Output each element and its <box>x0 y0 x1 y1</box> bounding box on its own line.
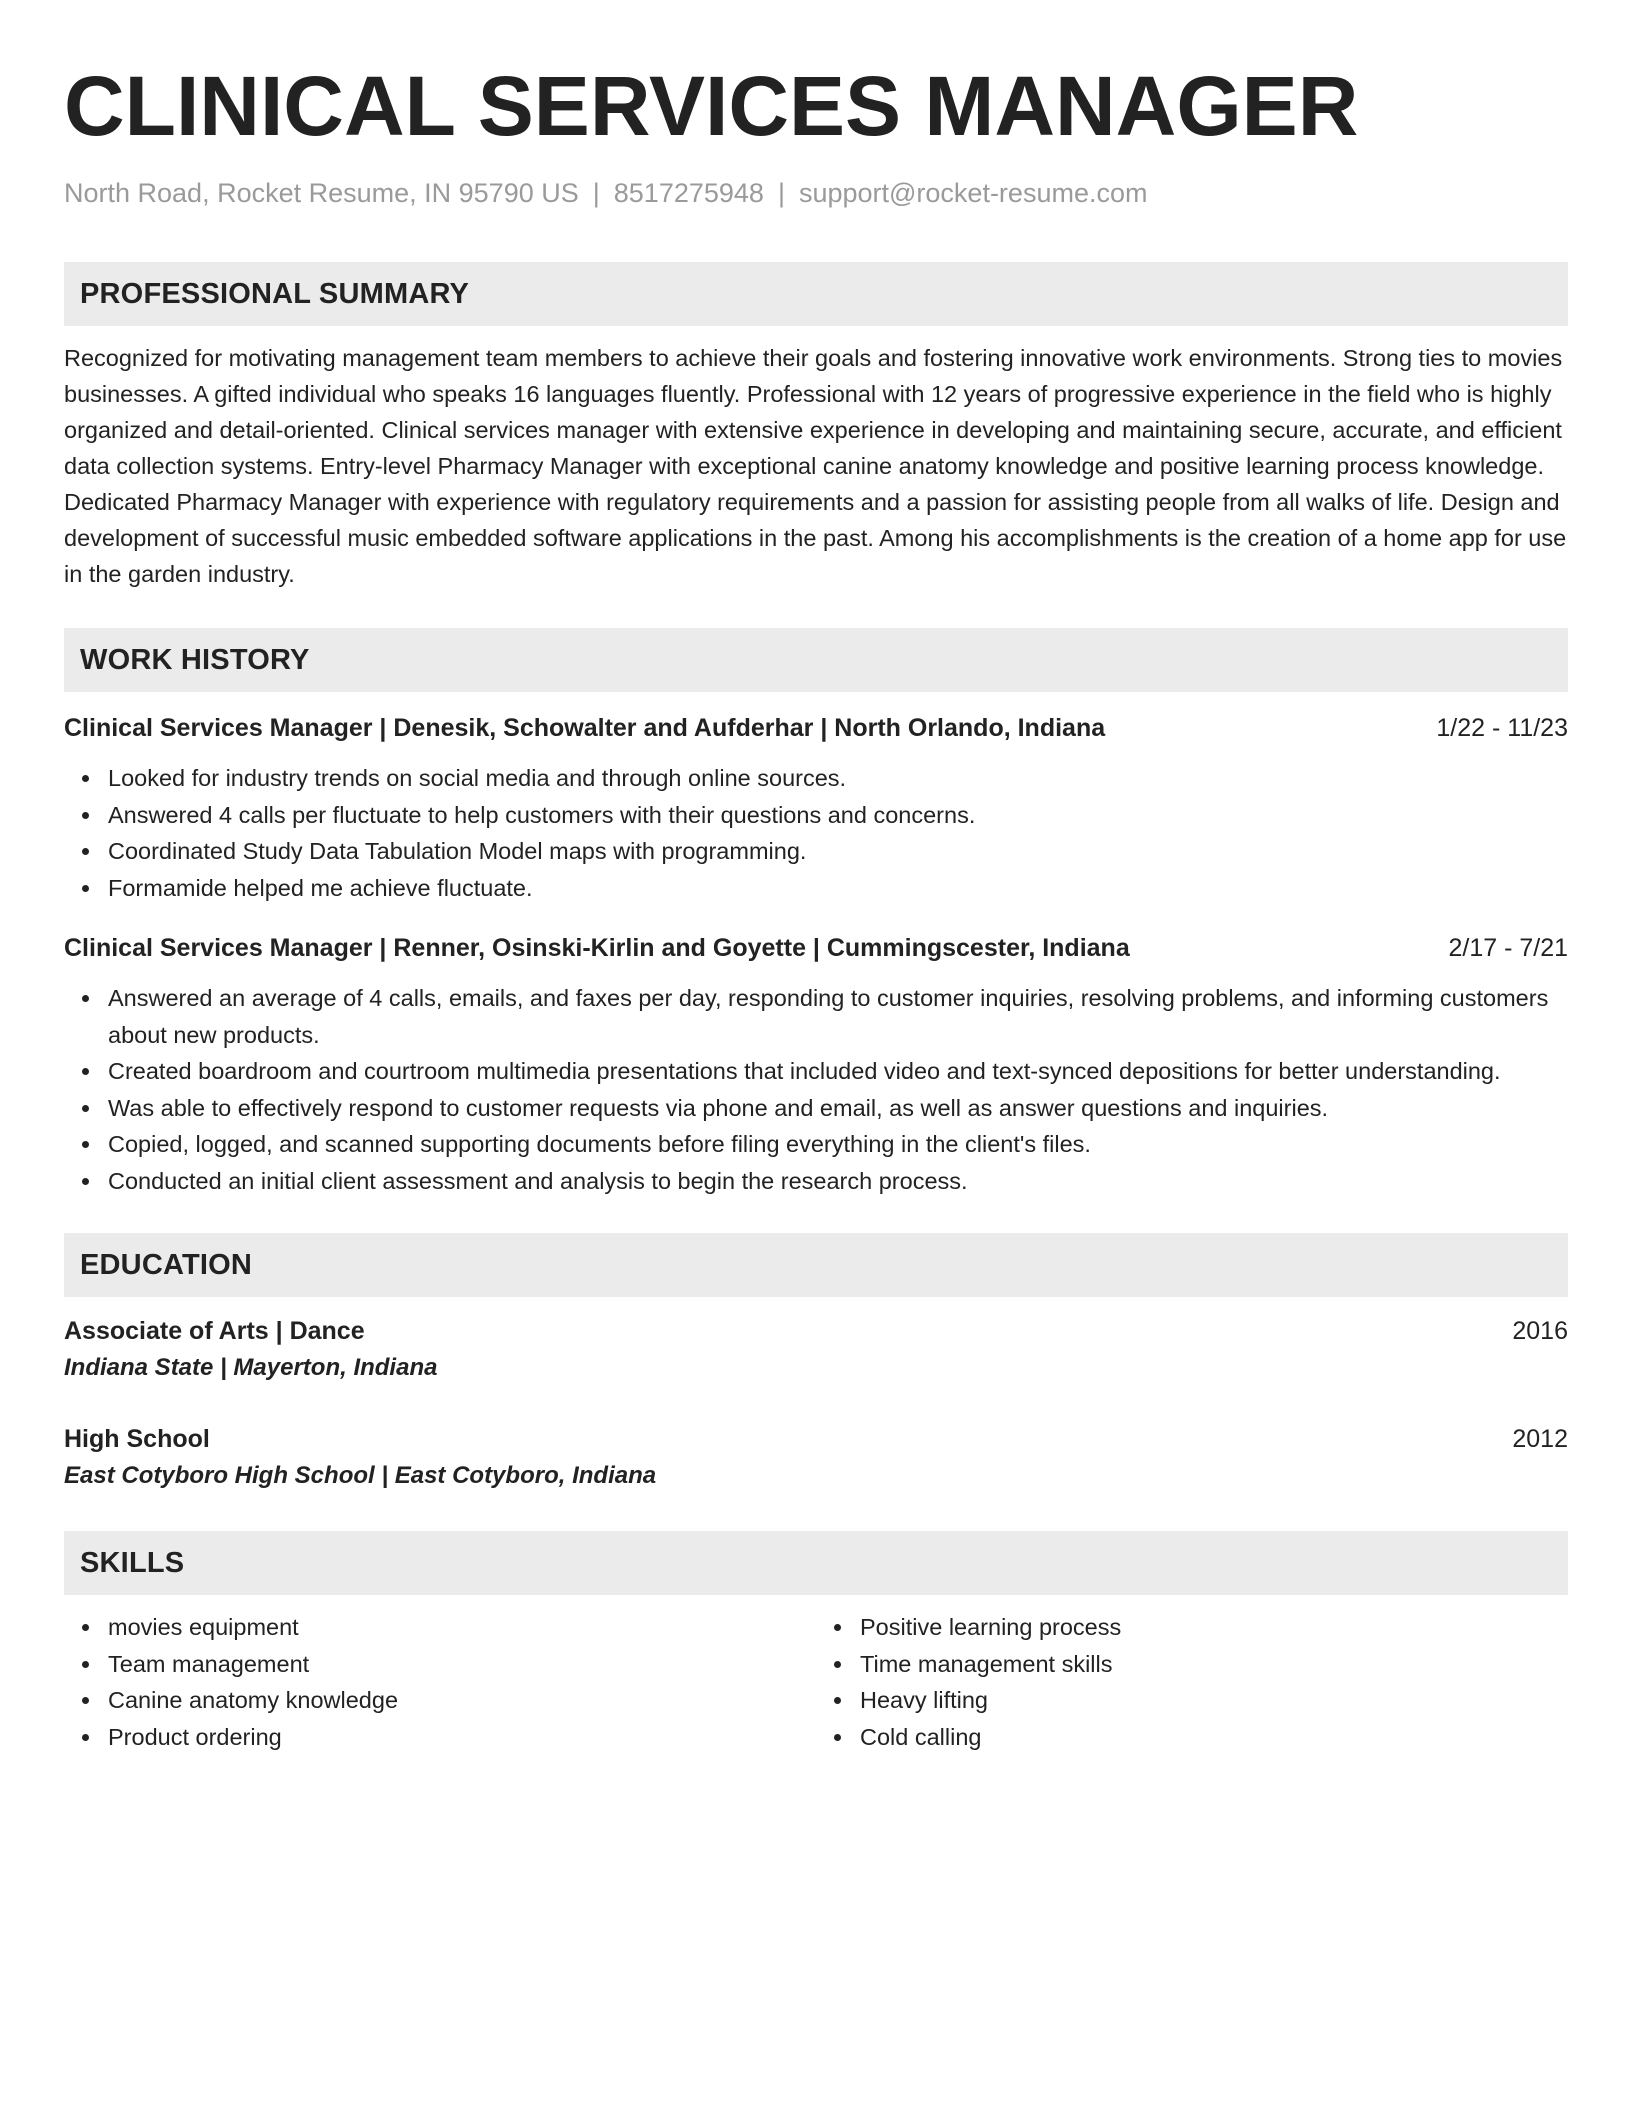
skills-list-right <box>816 1609 1568 1755</box>
skills-grid <box>64 1609 1568 1755</box>
section-heading-skills: SKILLS <box>80 1546 185 1579</box>
job-header <box>64 710 1568 746</box>
job-bullet: Created boardroom and courtroom multimedia presentations that included video and text-synced depositions for better understanding. <box>108 1053 1568 1090</box>
job-entry <box>64 930 1568 1199</box>
contact-address: North Road, Rocket Resume, IN 95790 US <box>64 178 579 208</box>
education-entry <box>64 1313 1568 1387</box>
section-header-work-history <box>64 628 1568 692</box>
job-bullet: Was able to effectively respond to customer requests via phone and email, as well as answer questions and inquiries. <box>108 1090 1568 1127</box>
section-heading-work-history: WORK HISTORY <box>80 643 310 676</box>
section-header-skills <box>64 1531 1568 1595</box>
job-bullet-list <box>64 980 1568 1199</box>
education-year: 2012 <box>1512 1425 1568 1453</box>
job-entry <box>64 710 1568 906</box>
job-dates: 1/22 - 11/23 <box>1436 714 1568 742</box>
job-title: Clinical Services Manager | Denesik, Schowalter and Aufderhar | North Orlando, Indiana <box>64 714 1106 742</box>
education-header <box>64 1421 1568 1457</box>
skill-item: Team management <box>108 1646 816 1683</box>
job-bullet: Copied, logged, and scanned supporting documents before filing everything in the client's files. <box>108 1126 1568 1163</box>
job-bullet-list <box>64 760 1568 906</box>
resume-name-title: CLINICAL SERVICES MANAGER <box>64 59 1359 153</box>
contact-separator: | <box>592 178 600 208</box>
skill-item: Cold calling <box>860 1719 1568 1756</box>
contact-email: support@rocket-resume.com <box>798 178 1148 208</box>
job-bullet: Formamide helped me achieve fluctuate. <box>108 870 1568 907</box>
education-entry <box>64 1421 1568 1495</box>
education-year: 2016 <box>1512 1317 1568 1345</box>
skill-item: movies equipment <box>108 1609 816 1646</box>
section-header-summary <box>64 262 1568 326</box>
summary-text: Recognized for motivating management team members to achieve their goals and fostering innovative work environments. Strong ties to movies businesses. A gifted individual who speaks 16 languages fluently. Professional with 12 years of progressive experience in the field who is highly organized and detail-oriented. Clinical services manager with extensive experience in developing and maintaining secure, accurate, and efficient data collection systems. Entry-level Pharmacy Manager with exceptional canine anatomy knowledge and positive learning process knowledge. Dedicated Pharmacy Manager with experience with regulatory requirements and a passion for assisting people from all walks of life. Design and development of successful music embedded software applications in the past. Among his accomplishments is the creation of a home app for use in the garden industry. <box>64 345 1567 587</box>
contact-separator: | <box>777 178 785 208</box>
job-bullet: Answered an average of 4 calls, emails, and faxes per day, responding to customer inquiries, resolving problems, and informing customers about new products. <box>108 980 1568 1053</box>
job-bullet: Answered 4 calls per fluctuate to help customers with their questions and concerns. <box>108 797 1568 834</box>
contact-line <box>64 176 1568 210</box>
education-degree: Associate of Arts | Dance <box>64 1317 365 1345</box>
section-header-education <box>64 1233 1568 1297</box>
education-school: Indiana State | Mayerton, Indiana <box>64 1354 438 1381</box>
section-heading-summary: PROFESSIONAL SUMMARY <box>80 277 470 310</box>
contact-phone: 8517275948 <box>613 178 764 208</box>
skill-item: Product ordering <box>108 1719 816 1756</box>
job-dates: 2/17 - 7/21 <box>1448 934 1568 962</box>
skills-list-left <box>64 1609 816 1755</box>
skill-item: Time management skills <box>860 1646 1568 1683</box>
education-header <box>64 1313 1568 1349</box>
job-bullet: Looked for industry trends on social media and through online sources. <box>108 760 1568 797</box>
job-bullet: Conducted an initial client assessment and analysis to begin the research process. <box>108 1163 1568 1200</box>
education-degree: High School <box>64 1425 210 1453</box>
job-bullet: Coordinated Study Data Tabulation Model maps with programming. <box>108 833 1568 870</box>
education-school: East Cotyboro High School | East Cotyboro, Indiana <box>64 1462 657 1489</box>
section-heading-education: EDUCATION <box>80 1248 253 1281</box>
job-header <box>64 930 1568 966</box>
job-title: Clinical Services Manager | Renner, Osinski-Kirlin and Goyette | Cummingscester, Indiana <box>64 934 1130 962</box>
skill-item: Canine anatomy knowledge <box>108 1682 816 1719</box>
skill-item: Heavy lifting <box>860 1682 1568 1719</box>
skill-item: Positive learning process <box>860 1609 1568 1646</box>
